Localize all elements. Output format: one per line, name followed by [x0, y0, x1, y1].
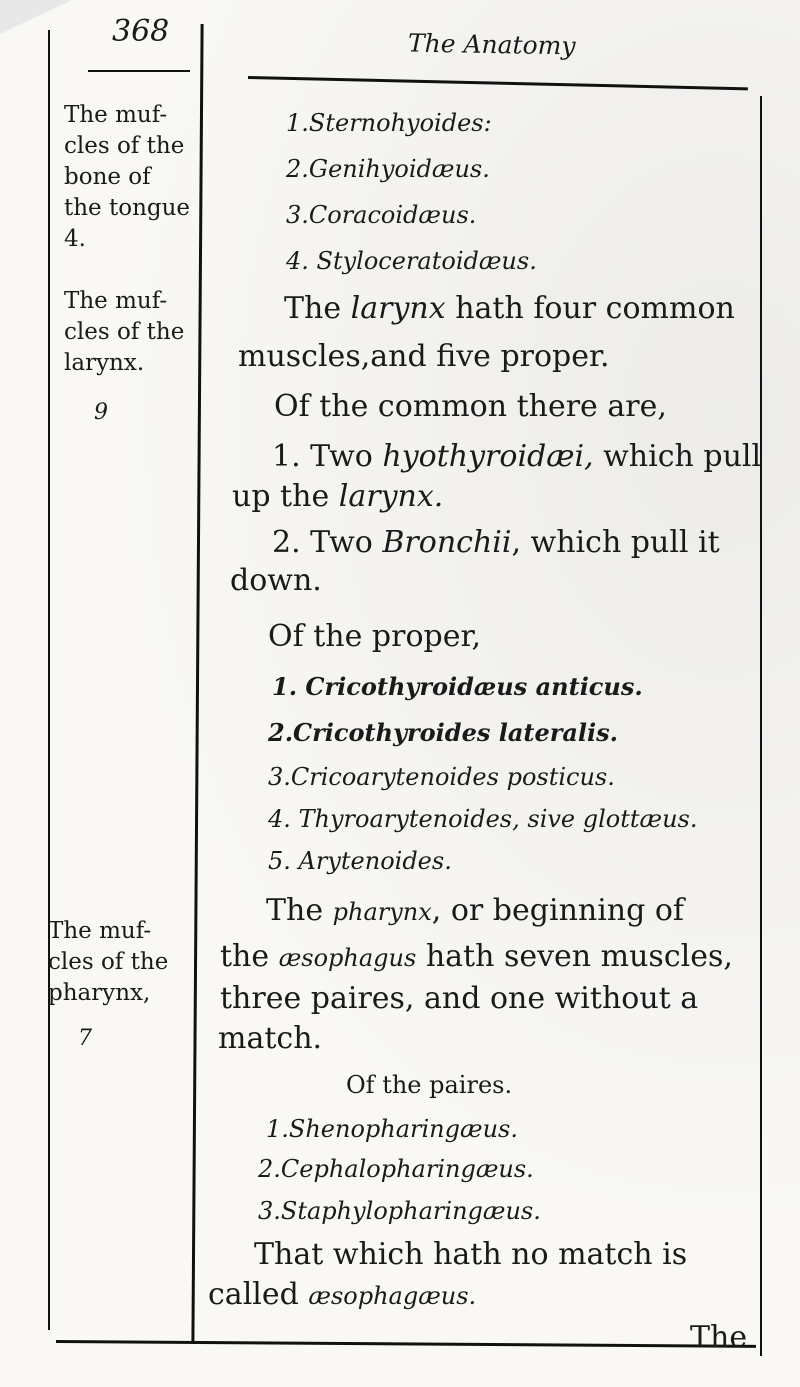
italic-term: æsophagus: [278, 944, 417, 972]
text-span: 1. Two: [272, 439, 373, 474]
margin-number-larynx: 9: [94, 400, 108, 425]
margin-note-line: larynx.: [64, 350, 145, 376]
text-span: , or beginning of: [431, 893, 685, 928]
larynx-common-heading: Of the common there are,: [274, 389, 667, 424]
tongue-muscle-1: 1.Sternohyoides:: [286, 109, 492, 137]
text-span: which pull: [603, 439, 762, 474]
pharynx-paires-heading: Of the paires.: [346, 1071, 513, 1099]
running-title: The Anatomy: [407, 28, 576, 61]
tongue-muscle-2: 2.Genihyoidæus.: [286, 155, 490, 183]
larynx-proper-heading: Of the proper,: [268, 619, 482, 654]
tongue-muscle-3: 3.Coracoidæus.: [286, 201, 477, 229]
larynx-proper-4: 4. Thyroarytenoides, sive glottæus.: [268, 805, 698, 833]
larynx-intro-line-1: [284, 290, 735, 328]
text-span: 2. Two: [272, 525, 373, 560]
column-divider-rule: [191, 24, 203, 1344]
italic-term: Bronchii: [382, 525, 512, 560]
italic-term: hyothyroidæi,: [382, 439, 594, 474]
page-number-underline: [88, 70, 190, 72]
italic-term: æsophagæus.: [308, 1282, 477, 1310]
larynx-proper-1: 1. Cricothyroidæus anticus.: [272, 672, 643, 701]
margin-note-line: cles of the: [64, 133, 185, 159]
text-span: hath four common: [455, 291, 735, 326]
larynx-proper-3: 3.Cricoarytenoides posticus.: [268, 763, 615, 791]
larynx-proper-5: 5. Arytenoides.: [268, 847, 452, 875]
text-span: called: [208, 1277, 299, 1312]
margin-note-line: the tongue: [64, 195, 191, 221]
margin-note-larynx: [64, 286, 184, 379]
text-span: , which pull it: [511, 525, 720, 560]
margin-note-line: The muf-: [64, 102, 168, 128]
page-number: 368: [112, 14, 170, 49]
larynx-common-1-line-2: [232, 478, 443, 516]
margin-note-line: cles of the: [64, 319, 185, 345]
page-corner: [0, 0, 72, 34]
pharynx-line-4: match.: [218, 1021, 323, 1056]
larynx-intro-line-2: muscles,and five proper.: [238, 339, 610, 374]
margin-note-line: bone of: [64, 164, 151, 190]
margin-note-tongue: [64, 100, 190, 255]
margin-note-line: pharynx,: [48, 980, 151, 1006]
larynx-proper-2: 2.Cricothyroides lateralis.: [268, 718, 619, 747]
pharynx-paire-3: 3.Staphylopharingæus.: [258, 1197, 541, 1225]
margin-note-pharynx: [48, 916, 168, 1009]
italic-term: pharynx: [332, 898, 432, 926]
italic-term: larynx.: [338, 479, 444, 514]
pharynx-line-1: [266, 892, 684, 931]
margin-note-line: The muf-: [64, 288, 168, 314]
text-span: up the: [232, 479, 330, 514]
margin-note-line: The muf-: [48, 918, 152, 944]
pharynx-nomatch-line-1: That which hath no match is: [254, 1237, 688, 1272]
header-rule: [248, 76, 748, 90]
margin-note-line: 4.: [64, 226, 86, 252]
text-span: The: [266, 893, 324, 928]
text-span: the: [220, 939, 270, 974]
left-margin-rule: [48, 30, 50, 1330]
pharynx-nomatch-line-2: [208, 1276, 476, 1315]
pharynx-line-2: [220, 938, 733, 977]
catchword: The: [690, 1320, 748, 1355]
pharynx-paire-1: 1.Shenopharingæus.: [266, 1115, 518, 1143]
larynx-common-1-line-1: [272, 438, 761, 476]
text-span: The: [284, 291, 342, 326]
larynx-common-2-line-1: [272, 524, 720, 562]
pharynx-line-3: three paires, and one without a: [220, 981, 699, 1016]
margin-number-pharynx: 7: [78, 1026, 92, 1051]
right-margin-rule: [760, 96, 762, 1356]
tongue-muscle-4: 4. Styloceratoidæus.: [286, 247, 537, 275]
text-span: hath seven muscles,: [425, 939, 733, 974]
pharynx-paire-2: 2.Cephalopharingæus.: [258, 1155, 534, 1183]
footer-rule: [56, 1340, 756, 1348]
italic-term: larynx: [350, 291, 446, 326]
margin-note-line: cles of the: [48, 949, 169, 975]
larynx-common-2-line-2: down.: [230, 563, 322, 598]
